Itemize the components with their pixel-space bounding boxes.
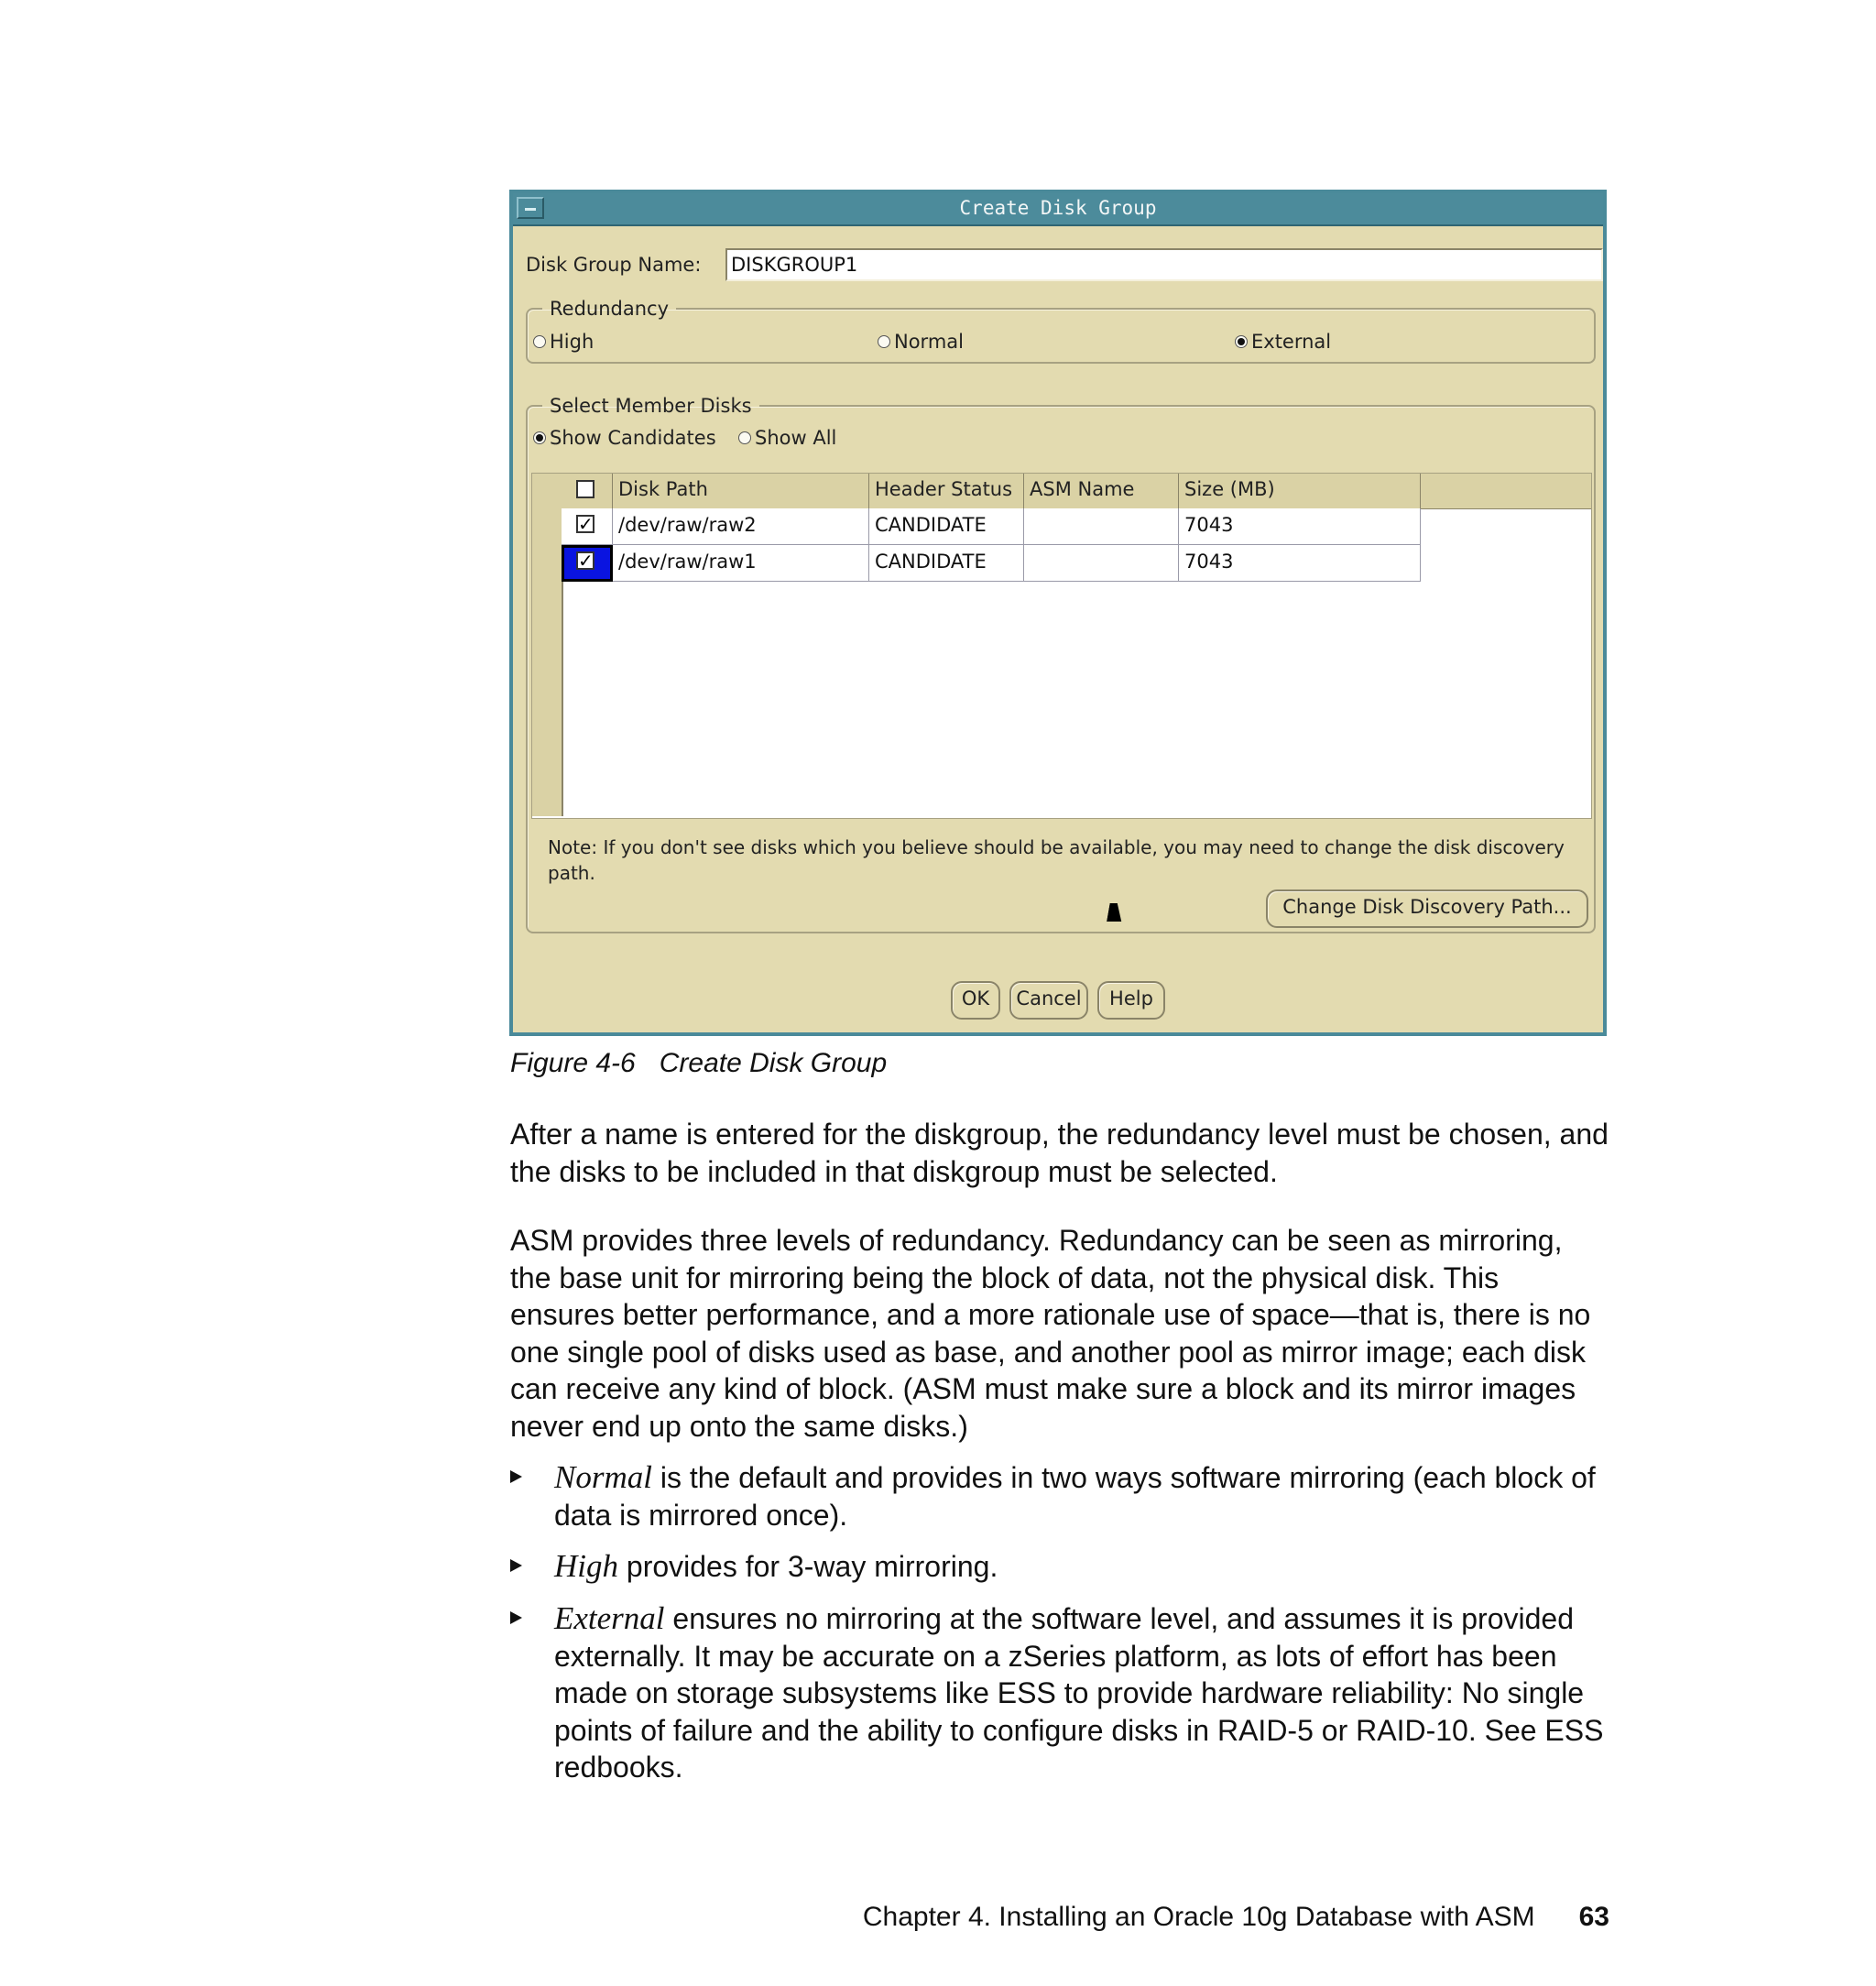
page-number: 63 — [1578, 1902, 1609, 1932]
redundancy-group — [526, 298, 1596, 364]
change-disk-discovery-path-button[interactable]: Change Disk Discovery Path... — [1266, 889, 1588, 928]
dialog-title: Create Disk Group — [959, 197, 1157, 219]
checkbox-checked-icon[interactable]: ✓ — [578, 513, 594, 535]
bullet-arrow-icon — [510, 1611, 522, 1624]
redundancy-external-radio[interactable] — [1235, 331, 1331, 353]
bullet-text: ensures no mirroring at the software level, and assumes it is provided externally. It may be accurate on a zSeries platform, as lots of effort has been made on storage subsystems like ESS to provide hardware reliability: No single points of failure and the ability to configure disks in RAID-5 or RAID-10. See ESS redbooks. — [554, 1602, 1604, 1784]
figure-title: Create Disk Group — [659, 1048, 888, 1078]
size-cell[interactable]: 7043 — [1179, 545, 1421, 582]
redundancy-legend: Redundancy — [550, 298, 669, 320]
asm-name-cell[interactable] — [1024, 545, 1179, 582]
member-disks-table[interactable] — [531, 473, 1592, 819]
header-status-cell[interactable]: CANDIDATE — [869, 508, 1024, 545]
paragraph-intro: After a name is entered for the diskgroup, the redundancy level must be chosen, and the disks to be included in that diskgroup must be selected. — [510, 1118, 1609, 1188]
bullet-arrow-icon — [510, 1559, 522, 1572]
asm-name-cell[interactable] — [1024, 508, 1179, 545]
radio-label: External — [1251, 331, 1332, 353]
redundancy-high-radio[interactable] — [533, 331, 594, 353]
bullet-text: is the default and provides in two ways software mirroring (each block of data is mirrored once). — [554, 1461, 1596, 1532]
redundancy-normal-radio[interactable] — [878, 331, 964, 353]
title-bar[interactable] — [513, 193, 1603, 226]
size-cell[interactable]: 7043 — [1179, 508, 1421, 545]
radio-label: Normal — [894, 331, 964, 353]
paragraph-redundancy: ASM provides three levels of redundancy. Redundancy can be seen as mirroring, the base unit for mirroring being the block of data, not the physical disk. This ensures better performance, and a more rationale use of space—that is, there is no one single pool of disks used as base, and another pool as mirror image; each disk can receive any kind of block. (ASM must make sure a block and its mirror images never end up onto the same disks.) — [510, 1224, 1591, 1443]
radio-unselected-icon — [878, 335, 890, 348]
bullet-text: provides for 3-way mirroring. — [618, 1550, 998, 1583]
show-all-radio[interactable] — [738, 427, 836, 449]
discovery-path-note: Note: If you don't see disks which you believe should be available, you may need to change the disk discovery path. — [548, 836, 1565, 884]
bullet-arrow-icon — [510, 1470, 522, 1483]
bullet-term: External — [554, 1600, 665, 1636]
column-header-size[interactable]: Size (MB) — [1179, 474, 1421, 508]
column-header-status[interactable]: Header Status — [869, 474, 1024, 508]
row-checkbox-cell[interactable] — [562, 508, 613, 545]
disk-group-name-input[interactable] — [725, 248, 1603, 281]
figure-number: Figure 4-6 — [510, 1048, 636, 1078]
radio-selected-icon — [533, 431, 546, 444]
column-header-disk-path[interactable]: Disk Path — [613, 474, 869, 508]
radio-selected-icon — [1235, 335, 1248, 348]
radio-label: Show Candidates — [550, 427, 716, 449]
radio-unselected-icon — [533, 335, 546, 348]
help-button[interactable]: Help — [1097, 981, 1165, 1020]
radio-unselected-icon — [738, 431, 751, 444]
figure-caption — [510, 1048, 887, 1079]
chapter-title: Chapter 4. Installing an Oracle 10g Database with ASM — [862, 1902, 1535, 1932]
disk-path-cell[interactable]: /dev/raw/raw1 — [613, 545, 869, 582]
table-header — [562, 474, 1591, 509]
select-all-header[interactable] — [562, 474, 613, 508]
create-disk-group-dialog — [509, 190, 1607, 1036]
row-checkbox-cell[interactable] — [562, 545, 613, 582]
cancel-button[interactable]: Cancel — [1009, 981, 1088, 1020]
disk-path-cell[interactable]: /dev/raw/raw2 — [613, 508, 869, 545]
show-candidates-radio[interactable] — [533, 427, 716, 449]
bullet-term: Normal — [554, 1459, 652, 1495]
disk-group-name-label: Disk Group Name: — [526, 254, 702, 276]
radio-label: High — [550, 331, 594, 353]
member-disks-legend: Select Member Disks — [550, 395, 752, 417]
checkbox-checked-icon[interactable]: ✓ — [578, 550, 594, 572]
bullet-term: High — [554, 1548, 618, 1584]
radio-label: Show All — [755, 427, 837, 449]
checkbox-unchecked-icon[interactable] — [576, 480, 594, 498]
column-header-asm-name[interactable]: ASM Name — [1024, 474, 1179, 508]
header-status-cell[interactable]: CANDIDATE — [869, 545, 1024, 582]
row-header-strip — [532, 474, 563, 816]
ok-button[interactable]: OK — [951, 981, 1000, 1020]
page-footer — [824, 1902, 1609, 1933]
